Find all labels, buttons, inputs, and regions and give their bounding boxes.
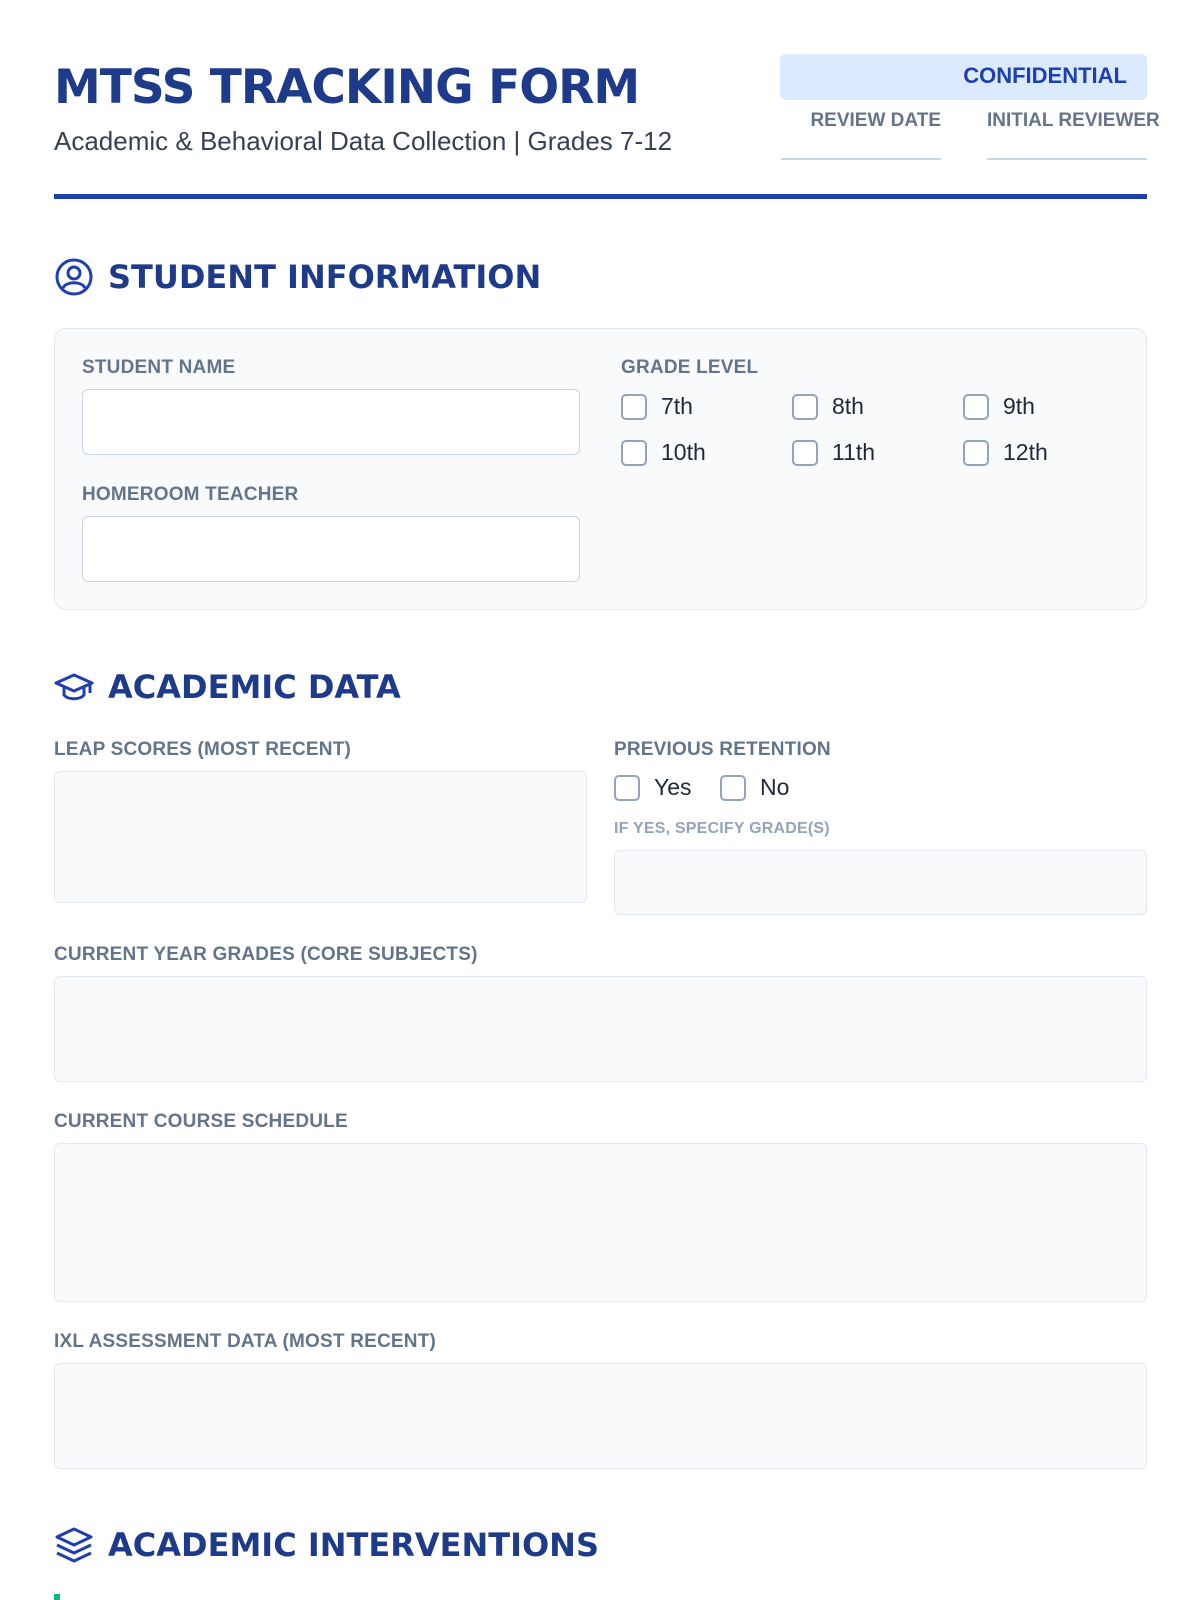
- checkbox-label: No: [760, 774, 790, 800]
- checkbox-label: 10th: [661, 439, 706, 465]
- review-date-line[interactable]: [781, 158, 941, 160]
- grade-level-label: GRADE LEVEL: [621, 357, 759, 378]
- section-accent-marker: [54, 1594, 60, 1600]
- course-schedule-field[interactable]: [54, 1143, 1147, 1302]
- academic-data-heading: [54, 665, 401, 709]
- student-info-title: STUDENT INFORMATION: [108, 258, 542, 296]
- initial-reviewer-label: INITIAL REVIEWER: [987, 110, 1160, 131]
- review-date-label: REVIEW DATE: [810, 110, 941, 131]
- current-grades-field[interactable]: [54, 976, 1147, 1082]
- initial-reviewer-line[interactable]: [987, 158, 1147, 160]
- retention-no-checkbox[interactable]: [720, 774, 789, 801]
- checkbox[interactable]: [614, 775, 640, 801]
- academic-data-title: ACADEMIC DATA: [108, 668, 401, 706]
- user-circle-icon: [54, 257, 94, 297]
- checkbox[interactable]: [963, 440, 989, 466]
- grade-checkbox-11th[interactable]: [792, 439, 875, 466]
- checkbox-label: 8th: [832, 393, 864, 419]
- current-grades-label: CURRENT YEAR GRADES (CORE SUBJECTS): [54, 944, 478, 965]
- retention-yes-checkbox[interactable]: [614, 774, 692, 801]
- page-subtitle: Academic & Behavioral Data Collection | Grades 7-12: [54, 126, 673, 156]
- checkbox-label: 12th: [1003, 439, 1048, 465]
- graduation-cap-icon: [54, 667, 94, 707]
- checkbox-label: 11th: [832, 439, 876, 465]
- student-info-heading: [54, 255, 541, 299]
- layers-icon: [54, 1525, 94, 1565]
- checkbox-label: 7th: [661, 393, 693, 419]
- homeroom-teacher-input[interactable]: [82, 516, 580, 582]
- checkbox-label: Yes: [654, 774, 692, 800]
- checkbox[interactable]: [621, 440, 647, 466]
- checkbox[interactable]: [792, 394, 818, 420]
- checkbox[interactable]: [792, 440, 818, 466]
- student-name-input[interactable]: [82, 389, 580, 455]
- grade-checkbox-8th[interactable]: [792, 393, 864, 420]
- review-date-field[interactable]: [781, 110, 941, 160]
- initial-reviewer-field[interactable]: [987, 110, 1160, 160]
- checkbox-label: 9th: [1003, 393, 1035, 419]
- checkbox[interactable]: [621, 394, 647, 420]
- retention-specify-label: IF YES, SPECIFY GRADE(S): [614, 820, 830, 837]
- ixl-data-field[interactable]: [54, 1363, 1147, 1469]
- ixl-data-label: IXL ASSESSMENT DATA (MOST RECENT): [54, 1331, 437, 1352]
- form-header: [54, 54, 1160, 200]
- homeroom-teacher-label: HOMEROOM TEACHER: [82, 484, 299, 505]
- retention-specify-field[interactable]: [614, 850, 1147, 915]
- grade-checkbox-9th[interactable]: [963, 393, 1035, 420]
- leap-scores-field[interactable]: [54, 771, 587, 903]
- student-info-panel: [54, 328, 1147, 610]
- academic-interventions-title: ACADEMIC INTERVENTIONS: [108, 1526, 599, 1564]
- previous-retention-label: PREVIOUS RETENTION: [614, 739, 831, 760]
- grade-checkbox-7th[interactable]: [621, 393, 693, 420]
- checkbox[interactable]: [720, 775, 746, 801]
- page-title: MTSS TRACKING FORM: [54, 60, 640, 115]
- academic-interventions-heading: [54, 1523, 599, 1567]
- leap-scores-label: LEAP SCORES (MOST RECENT): [54, 739, 352, 760]
- student-name-label: STUDENT NAME: [82, 357, 236, 378]
- grade-checkbox-10th[interactable]: [621, 439, 706, 466]
- checkbox[interactable]: [963, 394, 989, 420]
- grade-checkbox-12th[interactable]: [963, 439, 1048, 466]
- confidential-badge: CONFIDENTIAL: [780, 54, 1147, 100]
- course-schedule-label: CURRENT COURSE SCHEDULE: [54, 1111, 348, 1132]
- header-divider: [54, 194, 1147, 199]
